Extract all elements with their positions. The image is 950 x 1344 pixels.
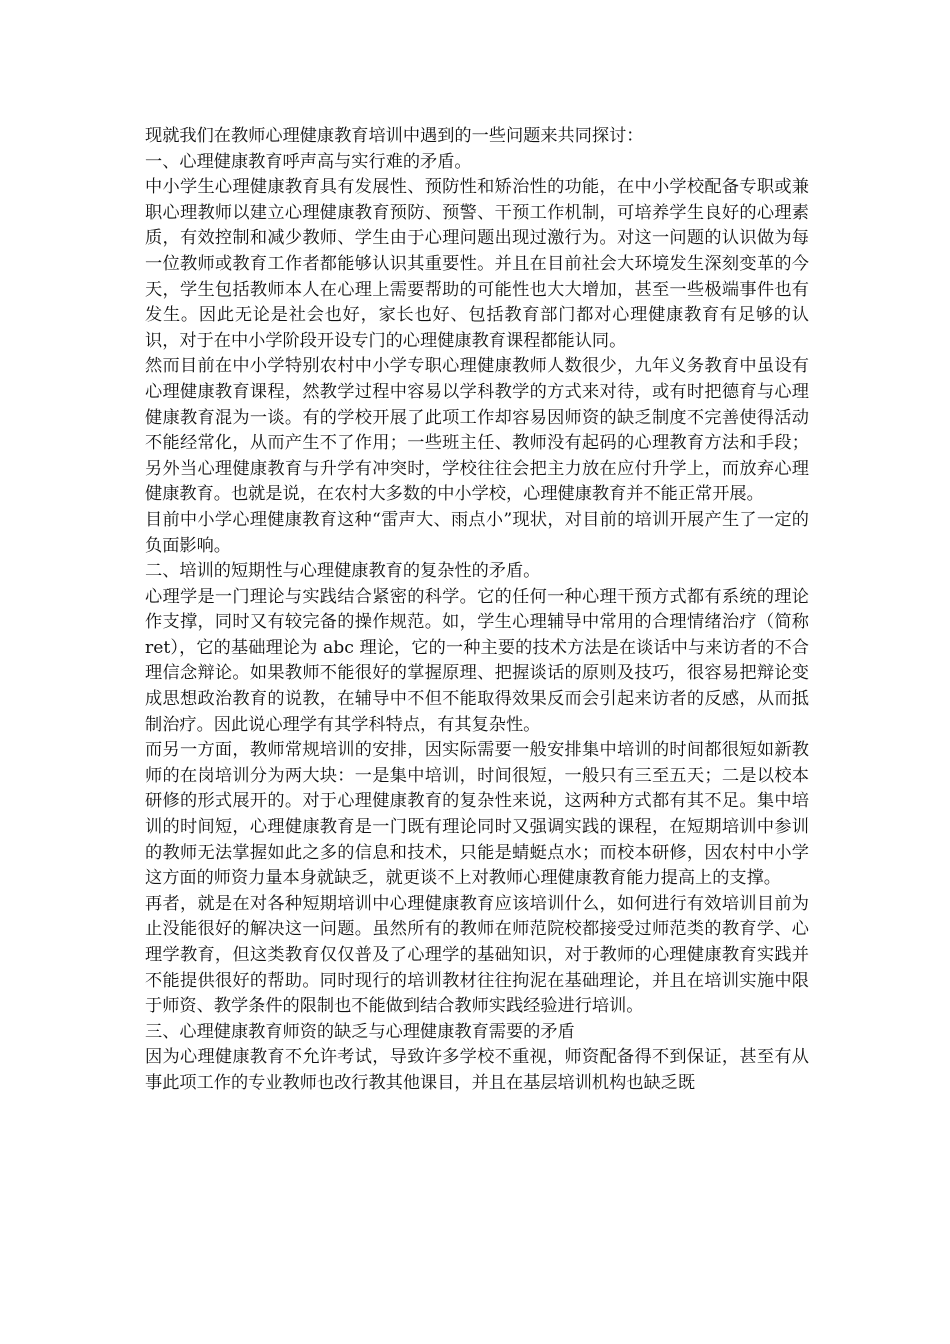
intro-paragraph: 现就我们在教师心理健康教育培训中遇到的一些问题来共同探讨： [145,126,644,146]
section-heading-3: 三、心理健康教育师资的缺乏与心理健康教育需要的矛盾 [145,1021,575,1042]
body-paragraph: 再者，就是在对各种短期培训中心理健康教育应该培训什么，如何进行有效培训目前为止没能很好的解决这一问题。虽然所有的教师在师范院校都接受过师范类的教育学、心理学教育，但这类教育仅仅普及了心理学的基础知识，对于教师的心理健康教育实践并不能提供很好的帮助。同时现行的培训教材往往拘泥在基础理论，并且在培训实施中限于师资、教学条件的限制也不能做到结合教师实践经验进行培训。 [145,893,809,1017]
body-paragraph: 中小学生心理健康教育具有发展性、预防性和矫治性的功能，在中小学校配备专职或兼职心理教师以建立心理健康教育预防、预警、干预工作机制，可培养学生良好的心理素质，有效控制和减少教师、学生由于心理问题出现过激行为。对这一问题的认识做为每一位教师或教育工作者都能够认识其重要性。并且在目前社会大环境发生深刻变革的今天，学生包括教师本人在心理上需要帮助的可能性也大大增加，甚至一些极端事件也有发生。因此无论是社会也好，家长也好、包括教育部门都对心理健康教育有足够的认识，对于在中小学阶段开设专门的心理健康教育课程都能认同。 [145,177,809,351]
body-paragraph: 因为心理健康教育不允许考试，导致许多学校不重视，师资配备得不到保证，甚至有从事此项工作的专业教师也改行教其他课目，并且在基层培训机构也缺乏既 [145,1047,809,1093]
body-paragraph: 然而目前在中小学特别农村中小学专职心理健康教师人数很少，九年义务教育中虽设有心理健康教育课程，然教学过程中容易以学科教学的方式来对待，或有时把德育与心理健康教育混为一谈。有的学校开展了此项工作却容易因师资的缺乏制度不完善使得活动不能经常化，从而产生不了作用；一些班主任、教师没有起码的心理教育方法和手段；另外当心理健康教育与升学有冲突时，学校往往会把主力放在应付升学上，而放弃心理健康教育。也就是说，在农村大多数的中小学校，心理健康教育并不能正常开展。 [145,356,809,505]
section-heading-2: 二、培训的短期性与心理健康教育的复杂性的矛盾。 [145,561,541,582]
section-heading-1: 一、心理健康教育呼声高与实行难的矛盾。 [145,151,472,172]
body-paragraph: 而另一方面，教师常规培训的安排，因实际需要一般安排集中培训的时间都很短如新教师的在岗培训分为两大块：一是集中培训，时间很短，一般只有三至五天；二是以校本研修的形式展开的。对于心理健康教育的复杂性来说，这两种方式都有其不足。集中培训的时间短，心理健康教育是一门既有理论同时又强调实践的课程，在短期培训中参训的教师无法掌握如此之多的信息和技术，只能是蜻蜓点水；而校本研修，因农村中小学这方面的师资力量本身就缺乏，就更谈不上对教师心理健康教育能力提高上的支撑。 [145,740,809,889]
body-paragraph: 目前中小学心理健康教育这种“雷声大、雨点小”现状，对目前的培训开展产生了一定的负面影响。 [145,509,809,556]
document-body [145,124,809,1097]
body-paragraph: 心理学是一门理论与实践结合紧密的科学。它的任何一种心理干预方式都有系统的理论作支撑，同时又有较完备的操作规范。如，学生心理辅导中常用的合理情绪治疗（简称 ret），它的基础理论为 abc 理论，它的一种主要的技术方法是在谈话中与来访者的不合理信念辩论。如果教师不能很好的掌握原理、把握谈话的原则及技巧，很容易把辩论变成思想政治教育的说教，在辅导中不但不能取得效果反而会引起来访者的反感，从而抵制治疗。因此说心理学有其学科特点，有其复杂性。 [145,586,809,735]
